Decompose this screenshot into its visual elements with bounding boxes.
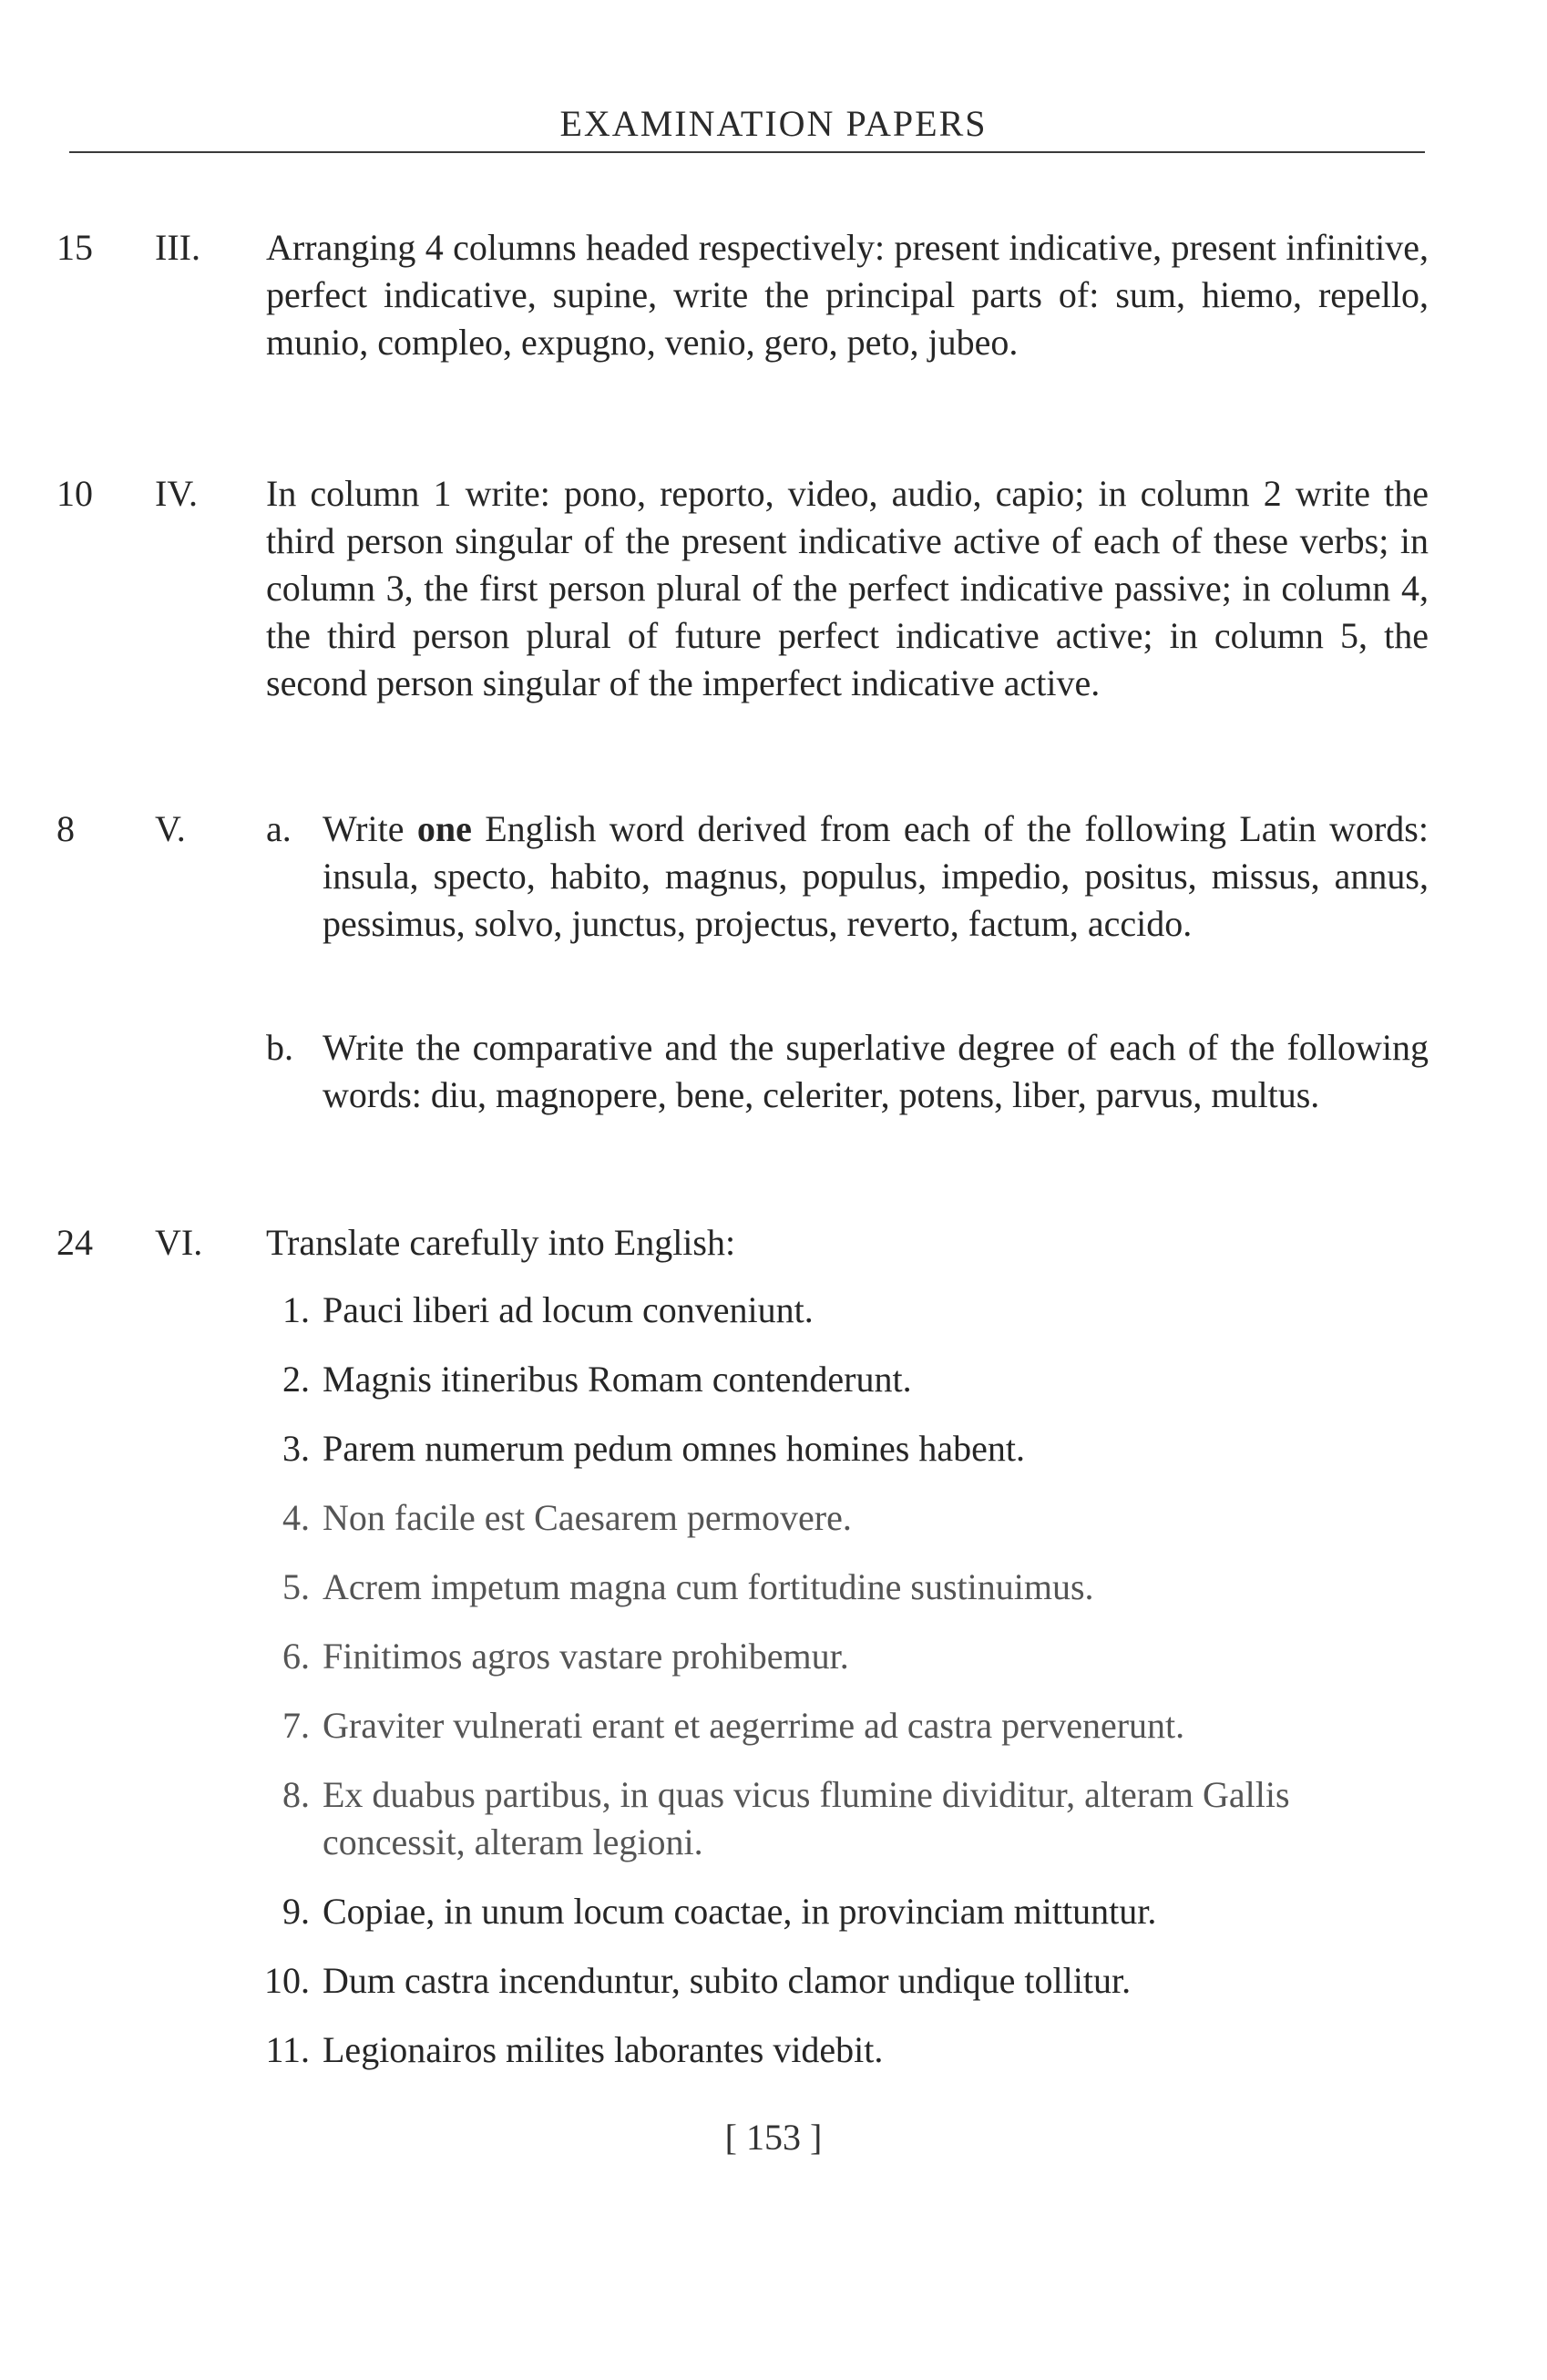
question-number: V. [155, 808, 186, 849]
item-text: Dum castra incenduntur, subito clamor undique tollitur. [323, 1960, 1132, 2001]
part-label: b. [266, 1027, 293, 1068]
part-text-emphasis: one [416, 808, 472, 849]
question-marks: 10 [56, 473, 93, 514]
item-number: 9. [282, 1891, 310, 1932]
item-text: Acrem impetum magna cum fortitudine sustinuimus. [323, 1566, 1094, 1607]
item-number: 7. [282, 1705, 310, 1746]
item-text: Legionairos milites laborantes videbit. [323, 2029, 884, 2070]
item-text: Finitimos agros vastare prohibemur. [323, 1636, 849, 1677]
item-number: 1. [282, 1289, 310, 1330]
page-number: [ 153 ] [724, 2117, 823, 2158]
item-number: 10. [264, 1960, 310, 2001]
item-number: 11. [265, 2029, 310, 2070]
item-number: 5. [282, 1566, 310, 1607]
part-text-before: Write [323, 808, 417, 849]
item-text: Parem numerum pedum omnes homines habent. [323, 1428, 1025, 1469]
question-text: In column 1 write: pono, reporto, video, audio, capio; in column 2 write the third person singular of the present indicative active of each of these verbs; in column 3, the first person plural of the perfect indicative passive; in column 4, the third person plural of future perfect indicative active; in column 5, the second person singular of the imperfect indicative active. [266, 473, 1429, 703]
question-number: VI. [155, 1222, 203, 1263]
item-number: 6. [282, 1636, 310, 1677]
running-header: EXAMINATION PAPERS [559, 103, 988, 144]
part-label: a. [266, 808, 292, 849]
part-text: Write the comparative and the superlative degree of each of the following words: diu, magnopere, bene, celeriter, potens, liber, parvus, multus. [323, 1027, 1429, 1115]
question-marks: 24 [56, 1222, 93, 1263]
header-rule [69, 151, 1425, 153]
item-text: Graviter vulnerati erant et aegerrime ad castra pervenerunt. [323, 1705, 1185, 1746]
question-marks: 8 [56, 808, 75, 849]
item-text: Magnis itineribus Romam contenderunt. [323, 1359, 912, 1400]
item-number: 3. [282, 1428, 310, 1469]
question-text: Arranging 4 columns headed respectively: present indicative, present infinitive, perfect indicative, supine, write the principal parts of: sum, hiemo, repello, munio, compleo, expugno, venio, gero, peto, jubeo. [266, 227, 1429, 363]
item-number: 4. [282, 1497, 310, 1538]
question-text: Translate carefully into English: [266, 1222, 736, 1263]
question-number: III. [155, 227, 200, 268]
item-text: Ex duabus partibus, in quas vicus flumine dividitur, alteram Gallis concessit, alteram legioni. [323, 1774, 1290, 1862]
question-marks: 15 [56, 227, 93, 268]
item-text: Pauci liberi ad locum conveniunt. [323, 1289, 814, 1330]
question-number: IV. [155, 473, 199, 514]
item-number: 8. [282, 1774, 310, 1815]
item-text: Non facile est Caesarem permovere. [323, 1497, 852, 1538]
item-text: Copiae, in unum locum coactae, in provinciam mittuntur. [323, 1891, 1157, 1932]
part-text [323, 805, 1429, 948]
item-number: 2. [282, 1359, 310, 1400]
part-text-after: English word derived from each of the following Latin words: insula, specto, habito, magnus, populus, impedio, positus, missus, annus, pessimus, solvo, junctus, projectus, reverto, factum, accido. [323, 808, 1429, 944]
